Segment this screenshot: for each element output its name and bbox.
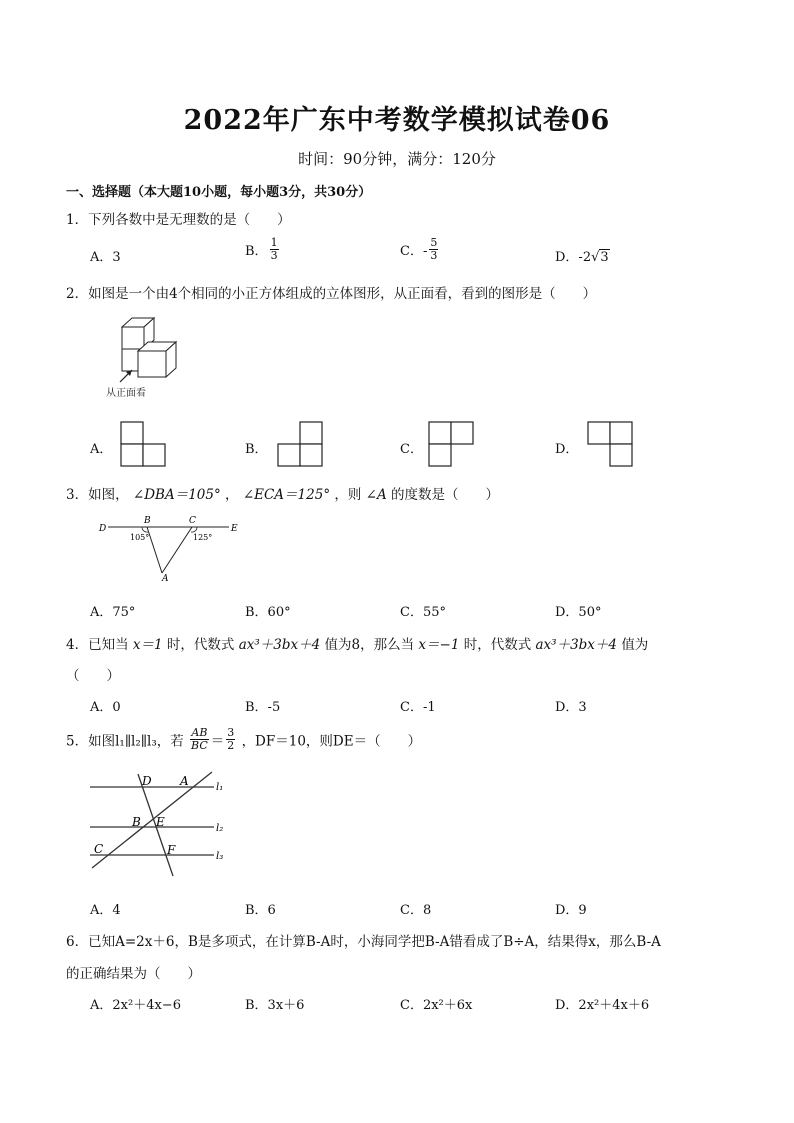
q2-cubes-figure (100, 312, 190, 402)
q1-option-a: A．3 (90, 250, 121, 265)
q5-parallel-lines-figure (88, 770, 233, 878)
svg-text:A: A (180, 774, 189, 788)
q2-option-c-figure (428, 421, 478, 467)
question-2-stem: 2．如图是一个由4个相同的小正方体组成的立体图形，从正面看，看到的图形是（ ） (66, 286, 597, 302)
q3-option-a: A．75° (90, 605, 136, 620)
q5-option-d: D．9 (555, 903, 587, 918)
section-heading: 一、选择题（本大题10小题，每小题3分，共30分） (66, 185, 372, 200)
svg-text:l₁: l₁ (216, 782, 224, 793)
q2-option-a-figure (120, 421, 170, 467)
q4-option-a: A．0 (90, 700, 121, 715)
q2-option-b-figure (277, 421, 327, 467)
svg-text:C: C (94, 842, 104, 856)
svg-text:E: E (231, 524, 238, 534)
q4-option-b: B．-5 (245, 700, 281, 715)
svg-text:B: B (132, 815, 141, 829)
angle-eca: ∠ECA＝125° (242, 487, 331, 503)
q5-option-a: A．4 (90, 903, 121, 918)
q5-option-b: B．6 (245, 903, 276, 918)
svg-text:D: D (99, 524, 107, 534)
q3-option-d: D．50° (555, 605, 602, 620)
q6-option-d: D．2x²＋4x＋6 (555, 998, 650, 1013)
svg-text:B: B (144, 516, 151, 526)
exam-info: 时间：90分钟，满分：120分 (298, 150, 496, 168)
q2-option-d-figure (587, 421, 637, 467)
q3-option-c: C．55° (400, 605, 446, 620)
angle-dba: ∠DBA＝105° (132, 487, 221, 503)
svg-text:D: D (142, 774, 152, 788)
question-1-stem: 1．下列各数中是无理数的是（ ） (66, 212, 291, 228)
q5-option-c: C．8 (400, 903, 432, 918)
q1-option-d: D．-2√3 (555, 250, 609, 265)
q3-option-b: B．60° (245, 605, 291, 620)
q2-option-b: B． (245, 442, 268, 457)
q6-option-c: C．2x²＋6x (400, 998, 473, 1013)
svg-text:A: A (162, 574, 169, 584)
q6-option-a: A．2x²＋4x−6 (90, 998, 181, 1013)
question-3-stem: 3．如图， ∠DBA＝105° ， ∠ECA＝125° ，则 ∠A 的度数是（ ） (66, 487, 500, 503)
q2-view-label: 从正面看 (106, 388, 146, 399)
svg-text:E: E (156, 815, 165, 829)
question-5-stem: 5．如图l₁∥l₂∥l₃，若 $\frac{AB}{BC}$ ＝ $\frac{3}{2}$ ，DF＝10，则DE＝（ ） (66, 726, 422, 752)
svg-text:F: F (167, 843, 176, 857)
angle-a: ∠A (365, 487, 387, 503)
question-6-stem-line2: 的正确结果为（ ） (66, 966, 201, 982)
q2-option-a: A． (90, 442, 113, 457)
svg-text:125°: 125° (193, 533, 213, 542)
svg-text:l₃: l₃ (216, 851, 224, 862)
svg-text:C: C (189, 516, 196, 526)
q2-option-c: C． (400, 442, 423, 457)
q6-option-b: B．3x＋6 (245, 998, 305, 1013)
q1-option-b: B． $\frac{1}{3}$ (245, 236, 278, 262)
page-title: 2022年广东中考数学模拟试卷06 (183, 105, 611, 136)
question-4-stem: 4．已知当 x＝1 时，代数式 ax³＋3bx＋4 值为8，那么当 x＝−1 时，代数式 ax³＋3bx＋4 值为 (66, 637, 649, 653)
q4-option-d: D．3 (555, 700, 587, 715)
q1-option-c: C．- $\frac{5}{3}$ (400, 236, 438, 262)
svg-text:l₂: l₂ (216, 823, 224, 834)
q2-option-d: D． (555, 442, 579, 457)
question-6-stem: 6．已知A=2x＋6，B是多项式，在计算B-A时，小海同学把B-A错看成了B÷A，结果得x，那么B-A (66, 934, 661, 950)
question-4-stem-line2: （ ） (66, 668, 120, 684)
svg-text:105°: 105° (130, 533, 150, 542)
q4-option-c: C．-1 (400, 700, 436, 715)
q3-triangle-figure (96, 515, 246, 585)
